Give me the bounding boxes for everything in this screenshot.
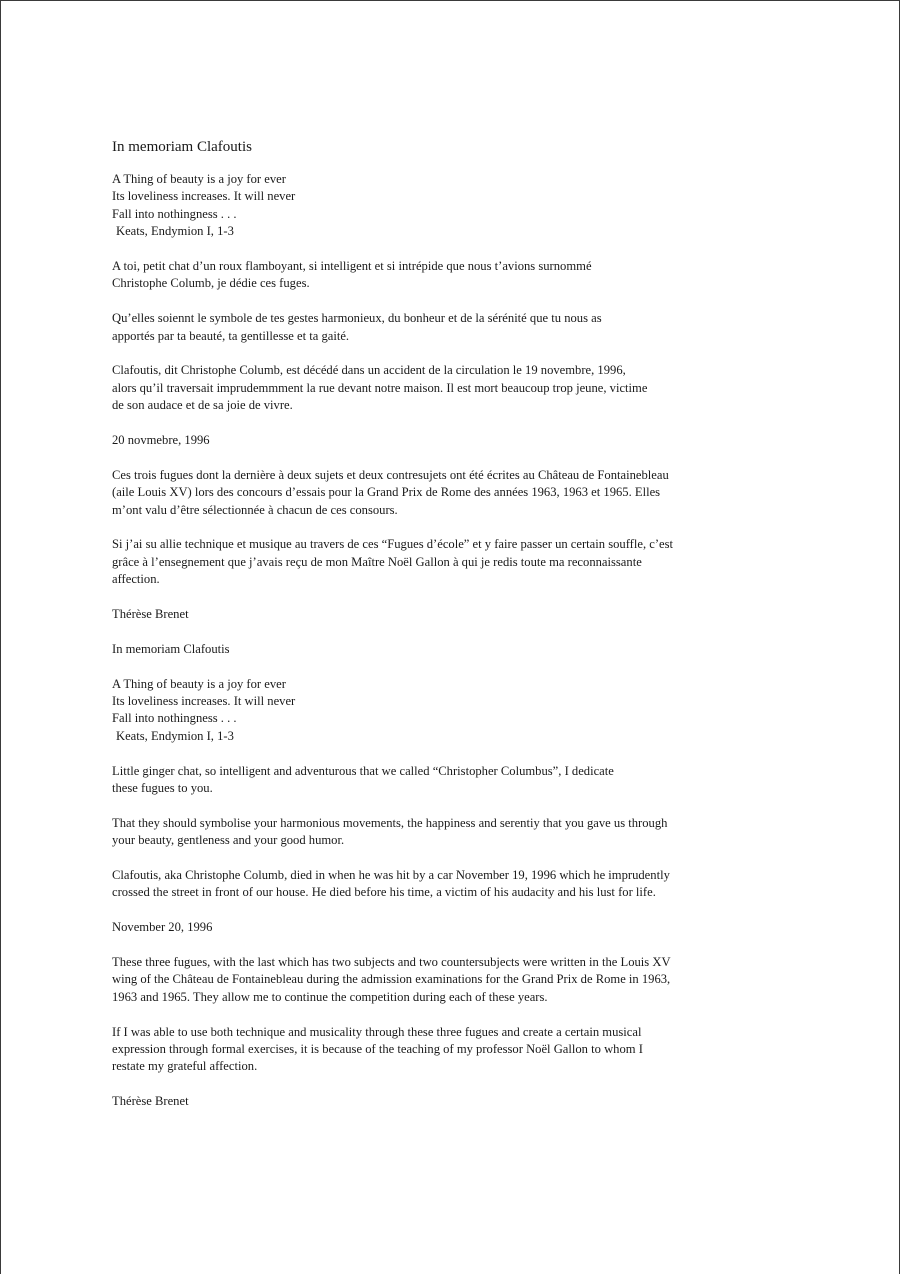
paragraph-line: Clafoutis, dit Christophe Columb, est décédé dans un accident de la circulation le 19 novembre, 1996, [112, 363, 626, 378]
paragraph-line: If I was able to use both technique and musicality through these three fugues and create a certain musical [112, 1024, 642, 1039]
poem-line: Fall into nothingness . . . [112, 206, 237, 221]
signature [112, 606, 802, 623]
document-content [112, 136, 802, 1128]
poem-line: Fall into nothingness . . . [112, 711, 237, 726]
paragraph-line: (aile Louis XV) lors des concours d’essais pour la Grand Prix de Rome des années 1963, 1963 et 1965. Elles [112, 485, 661, 500]
paragraph [112, 815, 802, 850]
poem-line: Its loveliness increases. It will never [112, 189, 296, 204]
date-text: November 20, 1996 [112, 920, 213, 935]
paragraph-line: 1963 and 1965. They allow me to continue the competition during each of these years. [112, 989, 548, 1004]
section-title-text: In memoriam Clafoutis [112, 641, 230, 656]
paragraph-line: Qu’elles soiennt le symbole de tes gestes harmonieux, du bonheur et de la sérénité que tu nous as [112, 311, 602, 326]
paragraph-line: Little ginger chat, so intelligent and adventurous that we called “Christopher Columbus”, I dedicate [112, 763, 614, 778]
paragraph-line: wing of the Château de Fontainebleau during the admission examinations for the Grand Prix de Rome in 1963, [112, 972, 671, 987]
poem-attribution: Keats, Endymion I, 1-3 [116, 224, 234, 239]
paragraph-line: restate my grateful affection. [112, 1059, 258, 1074]
paragraph [112, 362, 802, 414]
paragraph-line: these fugues to you. [112, 781, 213, 796]
poem-line: A Thing of beauty is a joy for ever [112, 676, 286, 691]
paragraph-line: crossed the street in front of our house. He died before his time, a victim of his audacity and his lust for life. [112, 885, 656, 900]
epigraph-poem [112, 171, 802, 241]
paragraph-line: de son audace et de sa joie de vivre. [112, 398, 293, 413]
paragraph-line: That they should symbolise your harmonious movements, the happiness and serentiy that you gave us through [112, 815, 668, 830]
paragraph [112, 536, 802, 588]
epigraph-poem [112, 676, 802, 746]
paragraph [112, 1024, 802, 1076]
date-line [112, 432, 802, 449]
paragraph [112, 867, 802, 902]
paragraph-line: m’ont valu d’être sélectionnée à chacun de ces consours. [112, 502, 398, 517]
paragraph-line: your beauty, gentleness and your good humor. [112, 833, 345, 848]
paragraph-line: Christophe Columb, je dédie ces fuges. [112, 276, 310, 291]
signature-text: Thérèse Brenet [112, 1094, 189, 1109]
paragraph-line: These three fugues, with the last which has two subjects and two countersubjects were written in the Louis XV [112, 955, 671, 970]
paragraph [112, 763, 802, 798]
date-line [112, 919, 802, 936]
paragraph-line: Clafoutis, aka Christophe Columb, died in when he was hit by a car November 19, 1996 which he imprudently [112, 868, 670, 883]
poem-attribution: Keats, Endymion I, 1-3 [116, 728, 234, 743]
paragraph-line: expression through formal exercises, it is because of the teaching of my professor Noël Gallon to whom I [112, 1042, 643, 1057]
paragraph [112, 258, 802, 293]
paragraph-line: apportés par ta beauté, ta gentillesse et ta gaité. [112, 328, 350, 343]
paragraph-line: affection. [112, 572, 160, 587]
paragraph [112, 467, 802, 519]
signature-text: Thérèse Brenet [112, 607, 189, 622]
date-text: 20 novmebre, 1996 [112, 433, 210, 448]
section-title [112, 641, 802, 658]
paragraph [112, 954, 802, 1006]
page-title: In memoriam Clafoutis [112, 139, 252, 155]
paragraph-line: Si j’ai su allie technique et musique au travers de ces “Fugues d’école” et y faire passer un certain souffle, c’est [112, 537, 674, 552]
paragraph-line: alors qu’il traversait imprudemmment la rue devant notre maison. Il est mort beaucoup trop jeune, victime [112, 380, 648, 395]
paragraph-line: grâce à l’ensegnement que j’avais reçu de mon Maître Noël Gallon à qui je redis toute ma reconnaissante [112, 554, 642, 569]
poem-line: A Thing of beauty is a joy for ever [112, 172, 286, 186]
poem-line: Its loveliness increases. It will never [112, 694, 296, 709]
paragraph-line: Ces trois fugues dont la dernière à deux sujets et deux contresujets ont été écrites au Château de Fontainebleau [112, 467, 669, 482]
paragraph [112, 310, 802, 345]
signature [112, 1093, 802, 1110]
paragraph-line: A toi, petit chat d’un roux flamboyant, si intelligent et si intrépide que nous t’avions surnommé [112, 259, 592, 274]
